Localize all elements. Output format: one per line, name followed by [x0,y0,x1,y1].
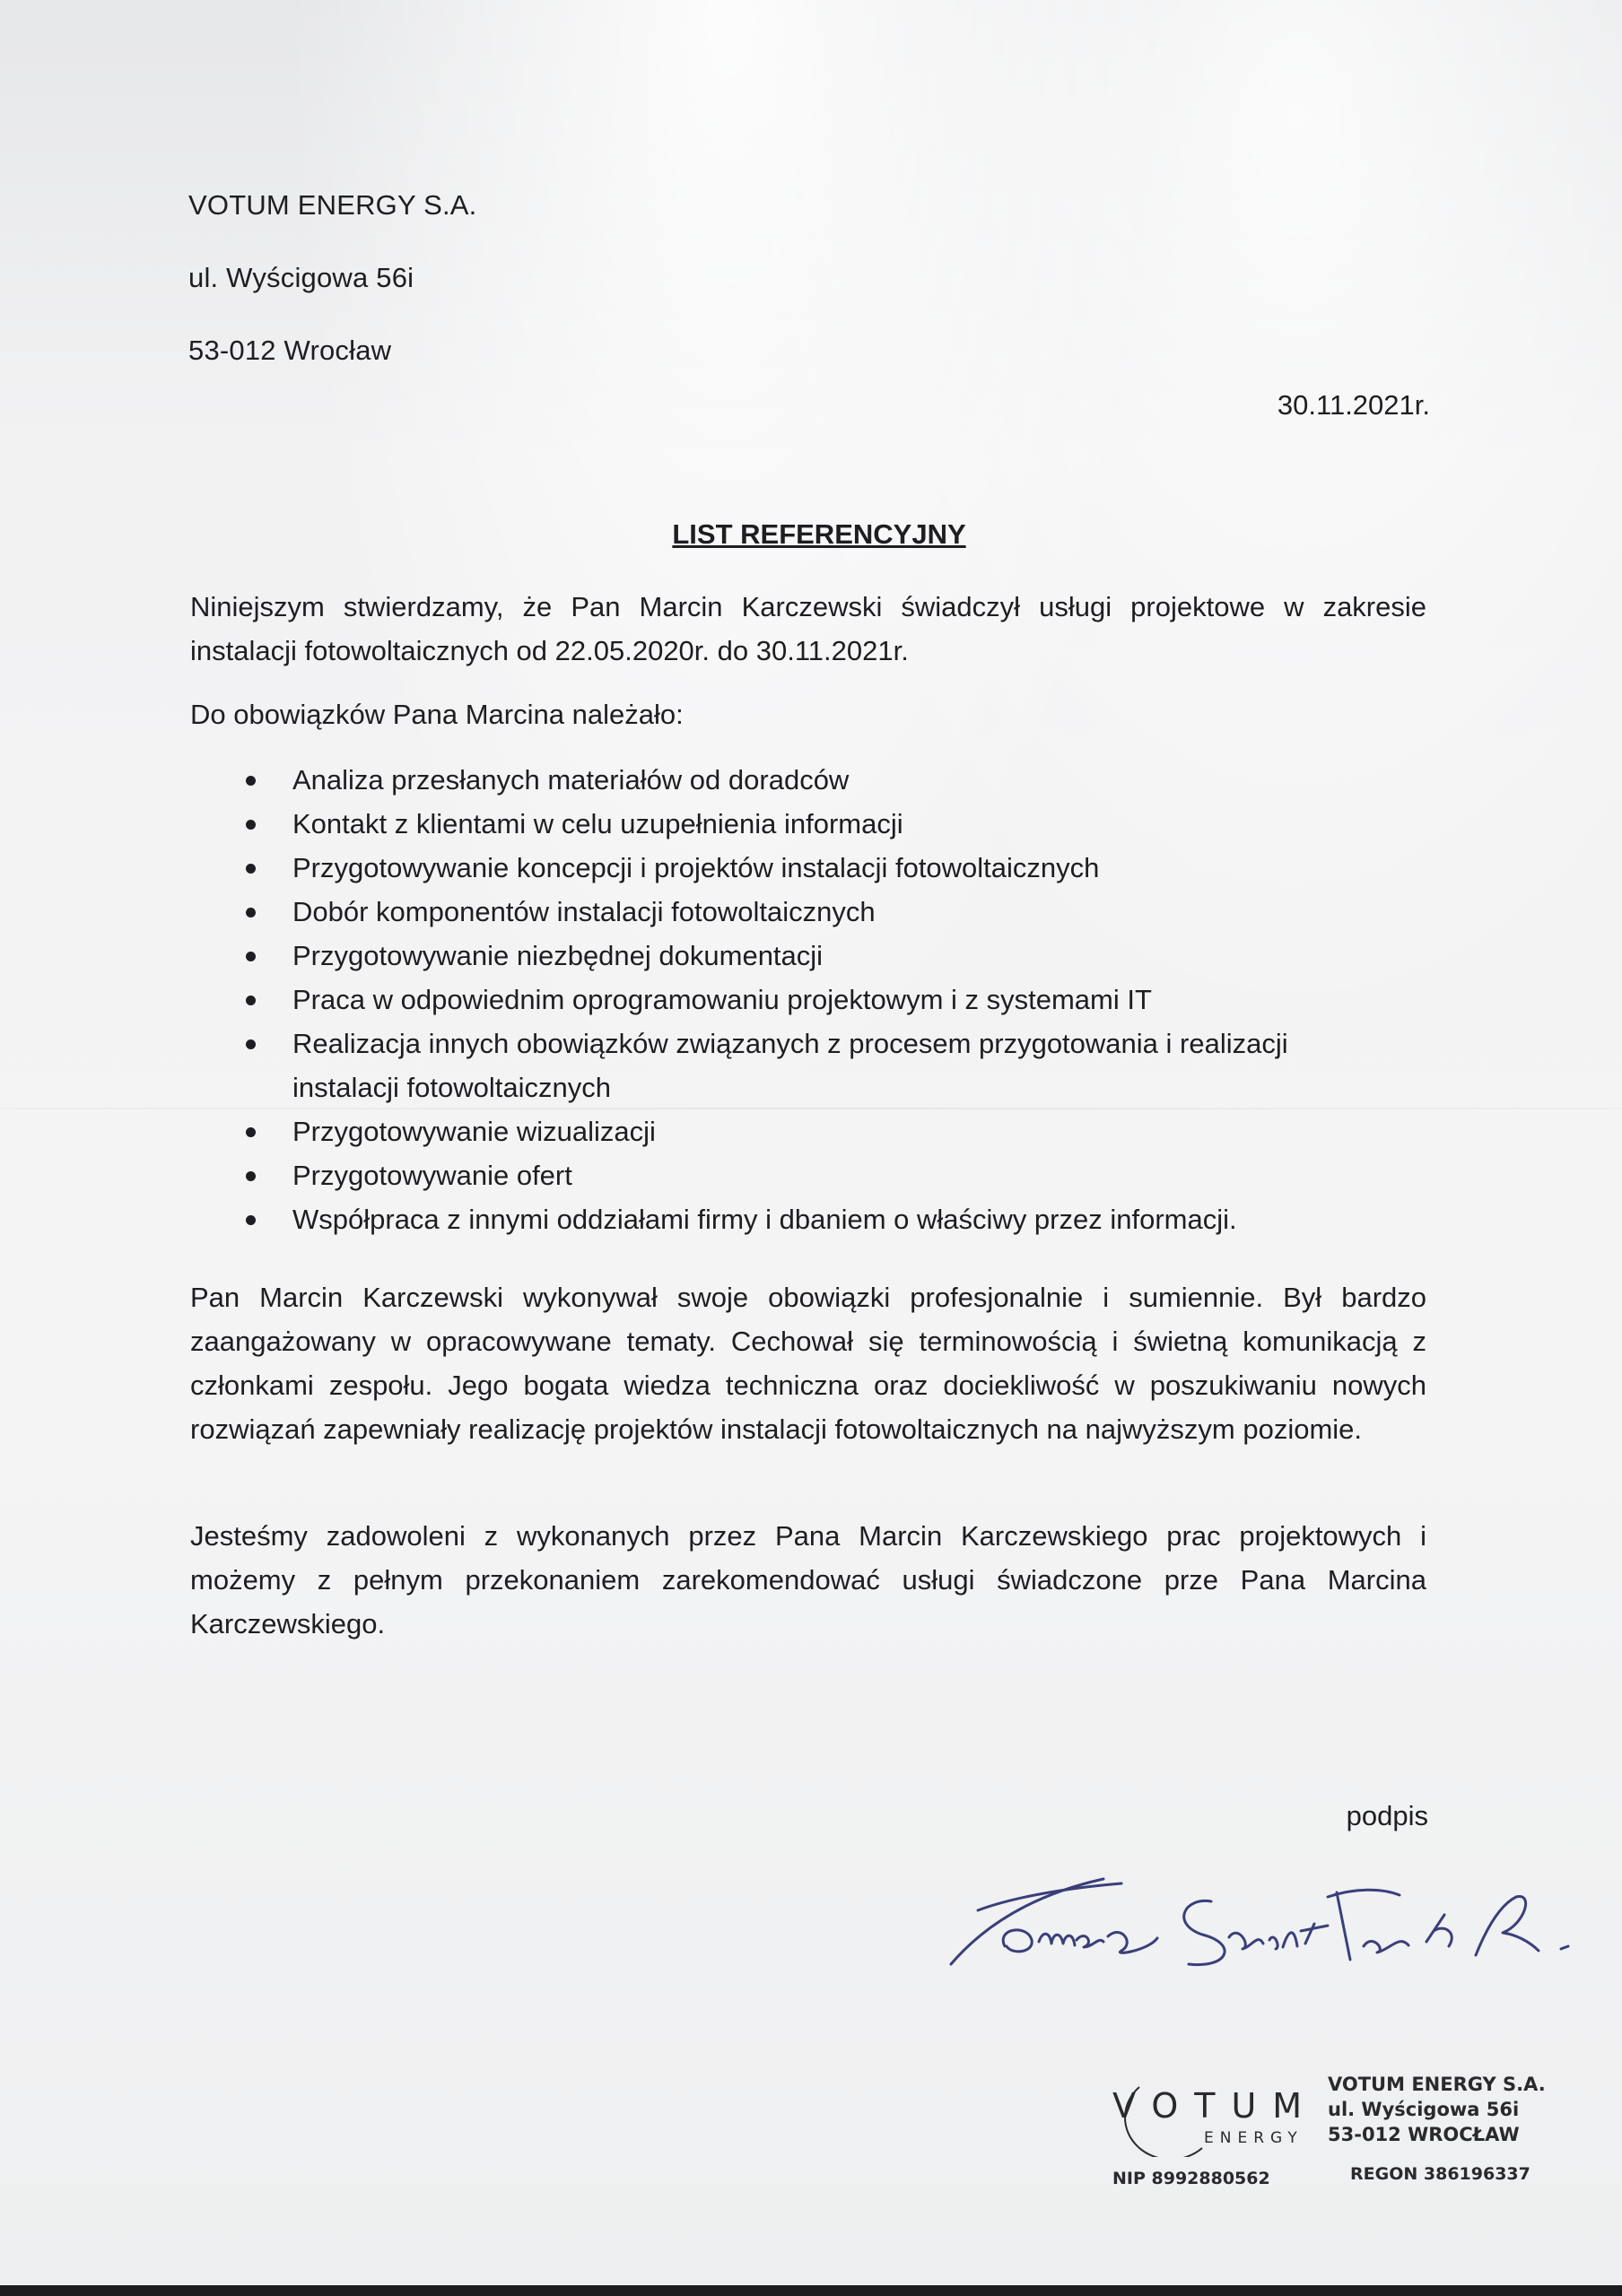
list-item: Przygotowywanie koncepcji i projektów instalacji fotowoltaicznych [244,846,1401,890]
duties-list [244,758,1401,1241]
list-item: Kontakt z klientami w celu uzupełnienia informacji [244,802,1401,846]
stamp-logo-sub: ENERGY [1204,2129,1304,2147]
stamp-nip: NIP 8992880562 [1112,2169,1270,2188]
list-item: Współpraca z innymi oddziałami firmy i dbaniem o właściwy przez informacji. [244,1197,1401,1241]
list-item: Dobór komponentów instalacji fotowoltaicznych [244,890,1401,934]
signature-label: podpis [1346,1800,1428,1831]
list-item: Przygotowywanie niezbędnej dokumentacji [244,934,1401,978]
stamp-regon: REGON 386196337 [1350,2164,1530,2184]
list-item: Realizacja innych obowiązków związanych z procesem przygotowania i realizacji instalacji fotowoltaicznych [244,1022,1401,1109]
recommendation-paragraph: Jesteśmy zadowoleni z wykonanych przez Pana Marcin Karczewskiego prac projektowych i możemy z pełnym przekonaniem zarekomendować usługi świadczone prze Pana Marcina Karczewskiego. [190,1520,1426,1639]
sender-company: VOTUM ENERGY S.A. [188,189,477,221]
duties-heading: Do obowiązków Pana Marcina należało: [190,699,684,730]
list-item: Przygotowywanie wizualizacji [244,1109,1401,1153]
stamp-city: 53-012 WROCŁAW [1328,2124,1520,2145]
stamp-logo-word: VOTUM [1112,2086,1319,2126]
assessment-paragraph: Pan Marcin Karczewski wykonywał swoje obowiązki profesjonalnie i sumiennie. Był bardzo zaangażowany w opracowywane tematy. Cechował się terminowością i świetną komunikacją z członkami zespołu. Jego bogata wiedza techniczna oraz dociekliwość w poszukiwaniu nowych rozwiązań zapewniały realizację projektów instalacji fotowoltaicznych na najwyższym poziomie. [190,1282,1426,1445]
sender-address [188,183,477,401]
stamp-street: ul. Wyścigowa 56i [1328,2099,1520,2120]
stamp-company: VOTUM ENERGY S.A. [1328,2074,1546,2095]
list-item: Praca w odpowiednim oprogramowaniu projektowym i z systemami IT [244,978,1401,1022]
letter-title: LIST REFERENCYJNY [672,518,966,550]
list-item: Przygotowywanie ofert [244,1153,1401,1197]
sender-city: 53-012 Wrocław [188,335,392,366]
company-stamp [1328,2072,1546,2147]
letter-date: 30.11.2021r. [1277,389,1430,421]
handwritten-signature [942,1861,1588,1996]
intro-paragraph: Niniejszym stwierdzamy, że Pan Marcin Karczewski świadczył usługi projektowe w zakresie instalacji fotowoltaicznych od 22.05.2020r. do 30.11.2021r. [190,591,1426,666]
photo-bottom-edge [0,2285,1622,2296]
list-item: Analiza przesłanych materiałów od doradców [244,758,1401,802]
sender-street: ul. Wyścigowa 56i [188,262,414,293]
